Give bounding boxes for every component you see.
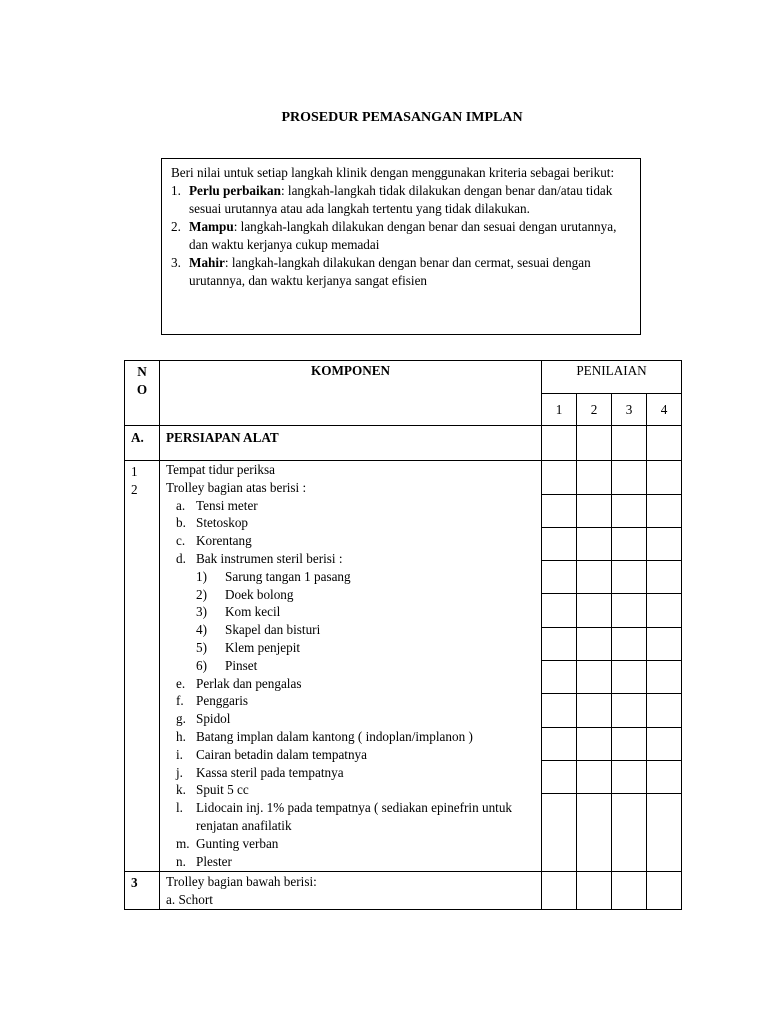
list-item [166, 764, 541, 782]
item-marker: l. [176, 800, 183, 816]
row3-cell [160, 872, 542, 910]
item-text: Sarung tangan 1 pasang [225, 568, 351, 584]
page-title: PROSEDUR PEMASANGAN IMPLAN [281, 110, 523, 125]
item-text: Spidol [196, 711, 231, 727]
item-text: Doek bolong [225, 586, 294, 602]
item-text: Cairan betadin dalam tempatnya [196, 746, 368, 762]
item-text: Korentang [196, 533, 252, 549]
score-cell[interactable] [577, 528, 611, 561]
score-column-4 [647, 461, 682, 872]
list-item [166, 532, 541, 550]
item-text: Lidocain inj. 1% pada tempatnya ( sediakan epinefrin untuk renjatan anafilatik [196, 800, 513, 833]
score-cell[interactable] [542, 728, 576, 761]
score-cell[interactable] [577, 794, 611, 871]
score-cell[interactable] [542, 761, 576, 794]
criteria-box [161, 158, 641, 335]
item-text: Perlak dan pengalas [196, 675, 302, 691]
criteria-intro: Beri nilai untuk setiap langkah klinik dengan menggunakan kriteria sebagai berikut: [171, 165, 615, 180]
criteria-term: Perlu perbaikan [189, 183, 281, 198]
score-cell[interactable] [647, 761, 681, 794]
score-cell[interactable] [542, 628, 576, 661]
item-marker: e. [176, 675, 186, 691]
score-header-1: 1 [542, 394, 577, 426]
section-label: PERSIAPAN ALAT [160, 426, 542, 461]
section-no: A. [125, 426, 160, 461]
score-cell[interactable] [612, 661, 646, 694]
header-komponen: KOMPONEN [160, 361, 542, 426]
item-marker: c. [176, 533, 186, 549]
score-cell[interactable] [612, 872, 647, 910]
list-item [166, 461, 541, 479]
list-item [166, 586, 541, 604]
score-cell[interactable] [542, 694, 576, 728]
score-cell[interactable] [647, 794, 681, 871]
list-item [166, 639, 541, 657]
list-item [166, 728, 541, 746]
score-cell[interactable] [542, 528, 576, 561]
item-marker: h. [176, 728, 186, 744]
criteria-desc: : langkah-langkah dilakukan dengan benar dan sesuai dengan urutannya, dan waktu kerjanya cukup memadai [189, 219, 617, 252]
item-text: Trolley bagian bawah berisi: [166, 874, 317, 889]
score-cell[interactable] [542, 661, 576, 694]
item-text: Pinset [225, 657, 258, 673]
item-text: Kassa steril pada tempatnya [196, 764, 344, 780]
list-item [166, 853, 541, 871]
item-marker: m. [176, 835, 190, 851]
score-cell[interactable] [647, 728, 681, 761]
item-marker: d. [176, 550, 186, 566]
item-marker: g. [176, 711, 186, 727]
item-text: Stetoskop [196, 515, 249, 531]
row-numbers [125, 461, 160, 872]
row-number: 1 [131, 464, 138, 479]
score-cell[interactable] [612, 495, 646, 528]
list-item [166, 657, 541, 675]
item-marker: 4) [196, 622, 207, 638]
score-cell[interactable] [647, 694, 681, 728]
criteria-desc: : langkah-langkah dilakukan dengan benar dan cermat, sesuai dengan urutannya, dan waktu kerjanya sangat efisien [189, 255, 591, 288]
list-item [166, 799, 516, 835]
list-item [166, 550, 541, 568]
score-cell[interactable] [542, 794, 576, 871]
score-cell[interactable] [542, 594, 576, 628]
item-text: Kom kecil [225, 604, 281, 620]
header-no [125, 361, 160, 426]
item-text: Plester [196, 853, 232, 869]
score-cell[interactable] [577, 661, 611, 694]
score-cell[interactable] [542, 426, 577, 461]
score-cell[interactable] [647, 628, 681, 661]
score-cell[interactable] [612, 528, 646, 561]
score-cell[interactable] [612, 426, 647, 461]
item-marker: a. [176, 497, 186, 513]
score-cell[interactable] [577, 761, 611, 794]
item-marker: n. [176, 853, 186, 869]
score-cell[interactable] [612, 594, 646, 628]
score-cell[interactable] [577, 628, 611, 661]
score-cell[interactable] [612, 461, 646, 495]
list-item [166, 603, 541, 621]
item-marker: 3) [196, 604, 207, 620]
item-text: Bak instrumen steril berisi : [196, 550, 343, 566]
score-cell[interactable] [542, 561, 576, 594]
item-marker: 2) [196, 586, 207, 602]
header-penilaian: PENILAIAN [542, 361, 682, 394]
score-cell[interactable] [647, 461, 681, 495]
score-cell[interactable] [577, 872, 612, 910]
score-cell[interactable] [542, 461, 576, 495]
header-no-line2: O [136, 382, 148, 397]
item-text: Tempat tidur periksa [166, 462, 275, 477]
score-cell[interactable] [577, 728, 611, 761]
score-cell[interactable] [542, 872, 577, 910]
item-marker: b. [176, 515, 186, 531]
item-marker: k. [176, 782, 186, 798]
score-header-3: 3 [612, 394, 647, 426]
score-cell[interactable] [647, 528, 681, 561]
list-item [166, 710, 541, 728]
items-cell [160, 461, 542, 872]
item-text: Spuit 5 cc [196, 782, 249, 798]
score-cell[interactable] [577, 461, 611, 495]
criteria-num: 1. [171, 183, 181, 198]
score-cell[interactable] [577, 561, 611, 594]
score-column-3 [612, 461, 647, 872]
score-cell[interactable] [612, 794, 646, 871]
score-cell[interactable] [647, 872, 682, 910]
criteria-list [171, 182, 630, 290]
list-item [166, 621, 541, 639]
score-cell[interactable] [542, 495, 576, 528]
score-cell[interactable] [647, 661, 681, 694]
score-header-4: 4 [647, 394, 682, 426]
item-text: Penggaris [196, 693, 249, 709]
score-cell[interactable] [577, 495, 611, 528]
score-cell[interactable] [612, 728, 646, 761]
item-text: Trolley bagian atas berisi : [166, 479, 307, 495]
score-cell[interactable] [647, 561, 681, 594]
header-no-line1: N [137, 364, 147, 379]
score-cell[interactable] [577, 594, 611, 628]
item-marker: j. [176, 764, 183, 780]
item-marker: 1) [196, 568, 207, 584]
item-text: a. Schort [166, 891, 213, 907]
item-text: Batang implan dalam kantong ( indoplan/implanon ) [196, 728, 473, 744]
item-text: Skapel dan bisturi [225, 622, 321, 638]
score-cell[interactable] [577, 694, 611, 728]
score-cell[interactable] [577, 426, 612, 461]
criteria-item [171, 254, 630, 290]
list-item [166, 781, 541, 799]
item-marker: 6) [196, 657, 207, 673]
criteria-item [171, 218, 630, 254]
list-item [166, 497, 541, 515]
score-cell[interactable] [647, 426, 682, 461]
criteria-term: Mampu [189, 219, 234, 234]
criteria-desc: : langkah-langkah tidak dilakukan dengan benar dan/atau tidak sesuai urutannya atau ada langkah tertentu yang tidak dilakukan. [189, 183, 613, 216]
assessment-table [124, 360, 682, 910]
score-cell[interactable] [612, 694, 646, 728]
score-column-1 [542, 461, 577, 872]
criteria-term: Mahir [189, 255, 225, 270]
list-item [166, 835, 541, 853]
list-item [166, 746, 541, 764]
criteria-num: 3. [171, 255, 181, 270]
score-cell[interactable] [647, 495, 681, 528]
row-number: 2 [131, 482, 138, 497]
score-cell[interactable] [612, 628, 646, 661]
item-marker: i. [176, 746, 183, 762]
score-column-2 [577, 461, 612, 872]
list-item [166, 514, 541, 532]
item-text: Klem penjepit [225, 639, 301, 655]
item-marker: f. [176, 693, 184, 709]
item-text: Gunting verban [196, 835, 279, 851]
list-item [166, 675, 541, 693]
score-cell[interactable] [612, 761, 646, 794]
criteria-num: 2. [171, 219, 181, 234]
score-header-2: 2 [577, 394, 612, 426]
row-number: 3 [125, 872, 160, 910]
item-marker: 5) [196, 639, 207, 655]
item-text: Tensi meter [196, 497, 258, 513]
score-cell[interactable] [612, 561, 646, 594]
list-item [166, 479, 541, 497]
score-cell[interactable] [647, 594, 681, 628]
list-item [166, 568, 541, 586]
criteria-item [171, 182, 630, 218]
list-item [166, 692, 541, 710]
